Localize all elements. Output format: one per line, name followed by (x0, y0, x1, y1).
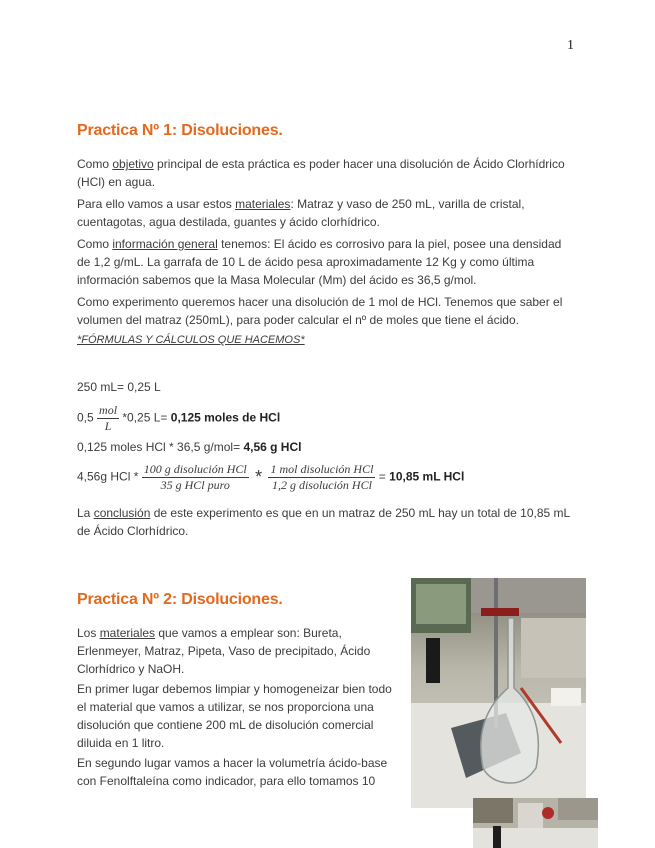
mol-per-l-fraction: $\frac{\text{mol}}{L}$ (99, 403, 118, 433)
p2-paragraph-3: En segundo lugar vamos a hacer la volumetría ácido-base con Fenolftaleína como indicador, para ello tomamos 10 (77, 756, 388, 788)
conclusion-paragraph: La conclusión de este experimento es que en un matraz de 250 mL hay un total de 10,85 mL de Ácido Clorhídrico. (77, 506, 570, 538)
practice2-title: Practica Nº 2: Disoluciones. (77, 591, 283, 608)
calc3-result: 4,56 g HCl (243, 440, 302, 454)
calc-line-3: 0,125 moles HCl * 36,5 g/mol= 4,56 g HCl (77, 440, 302, 454)
p2-paragraph-2: En primer lugar debemos limpiar y homogeneizar bien todo el material que vamos a utilizar, se nos proporciona una disolución que contiene 200 mL de disolución comercial diluida en 1 litro. (77, 682, 392, 750)
fraction-2: $\frac{\text{1 mol disolución HCl}}{\text{1,2 g disolución HCl}}$ (270, 462, 374, 492)
fraction-1: $\frac{\text{100 g disolución HCl}}{\text{35 g HCl puro}}$ (143, 462, 247, 492)
calc-line-2: 0,5 $\frac{\text{mol}}{L}$ *0,25 L= 0,125 moles de HCl (77, 403, 281, 433)
experiment-paragraph: Como experimento queremos hacer una disolución de 1 mol de HCl. Tenemos que saber el volumen del matraz (250mL), para poder calcular el nº de moles que tiene el ácido. (77, 295, 563, 327)
practice1-title: Practica Nº 1: Disoluciones. (77, 122, 283, 139)
calc-line-4: 4,56g HCl * $\frac{\text{100 g disolución HCl}}{\text{35 g HCl puro}}$ * $\frac{\text{1 mol disolución HCl}}{\text{1,2 g disolución HCl}}$ = 10,85 mL HCl (77, 462, 465, 492)
conclusion-link: conclusión (93, 506, 151, 520)
objective-link: objetivo (112, 157, 154, 171)
materials-link: materiales (235, 197, 291, 211)
calc-line-1: 250 mL= 0,25 L (77, 380, 161, 394)
p2-materials-link: materiales (99, 626, 156, 640)
objective-paragraph: Como objetivo principal de esta práctica es poder hacer una disolución de Ácido Clorhídrico (HCl) en agua. (77, 157, 565, 189)
formulas-heading: *FÓRMULAS Y CÁLCULOS QUE HACEMOS* (77, 334, 305, 346)
page-number: 1 (567, 38, 574, 53)
calc2-result: 0,125 moles de HCl (170, 410, 281, 425)
materials-paragraph: Para ello vamos a usar estos materiales: Matraz y vaso de 250 mL, varilla de cristal, cuentagotas, agua destilada, guantes y ácido clorhídrico. (77, 197, 525, 229)
calc4-result: 10,85 mL HCl (389, 469, 465, 484)
info-paragraph: Como información general tenemos: El ácido es corrosivo para la piel, posee una densidad de 1,2 g/mL. La garrafa de 10 L de ácido pesa aproximadamente 12 Kg y como última información sabemos que la Masa Molecular (Mm) del ácido es 36,5 g/mol. (77, 237, 562, 287)
lab-photo-volumetric-flask (411, 578, 586, 808)
lab-photo-bench (473, 798, 598, 848)
info-link: información general (112, 237, 218, 251)
p2-materials-paragraph: Los materiales que vamos a emplear son: Bureta, Erlenmeyer, Matraz, Pipeta, Vaso de precipitado, Ácido Clorhídrico y NaOH. (77, 626, 371, 676)
